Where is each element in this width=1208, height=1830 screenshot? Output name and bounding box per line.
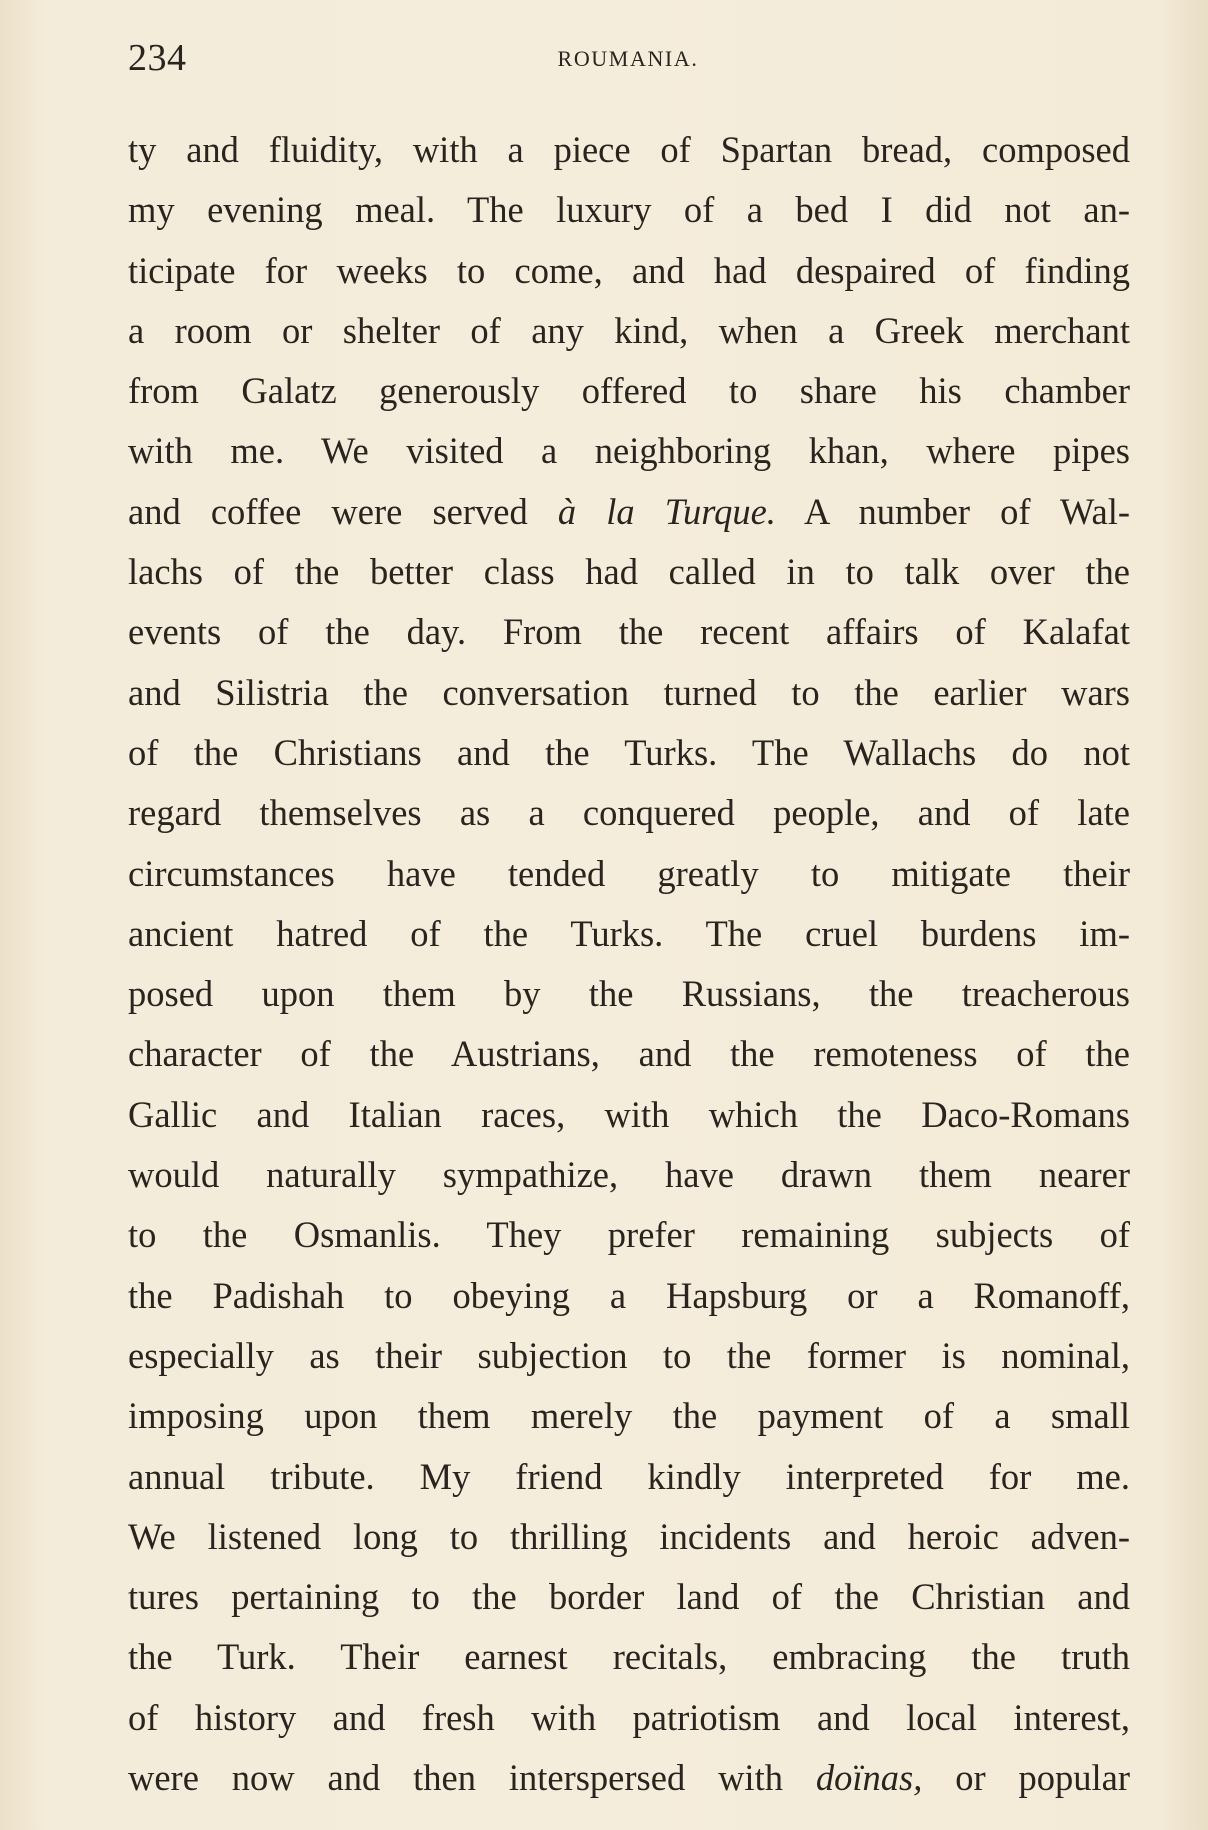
body-text: [128, 120, 1130, 1808]
text-line: of history and fresh with patriotism and local interest,: [128, 1696, 1130, 1738]
text-line: were now and then interspersed with doïnas, or popular: [128, 1757, 1130, 1799]
text-line: events of the day. From the recent affairs of Kalafat: [128, 611, 1130, 653]
text-line: ty and fluidity, with a piece of Spartan bread, composed: [128, 129, 1130, 170]
running-head: ROUMANIA.: [557, 46, 699, 71]
text-line: ancient hatred of the Turks. The cruel burdens im-: [128, 912, 1130, 954]
text-line: imposing upon them merely the payment of a small: [128, 1395, 1130, 1437]
text-line: a room or shelter of any kind, when a Greek merchant: [128, 309, 1130, 351]
italic-phrase: à la Turque.: [557, 490, 776, 532]
text-line: circumstances have tended greatly to mitigate their: [128, 852, 1130, 894]
text-line: of the Christians and the Turks. The Wallachs do not: [128, 731, 1130, 773]
text-line: my evening meal. The luxury of a bed I did not an-: [128, 189, 1130, 231]
text-line: regard themselves as a conquered people, and of late: [128, 792, 1130, 834]
text-line: from Galatz generously offered to share his chamber: [128, 370, 1130, 412]
text-line: the Padishah to obeying a Hapsburg or a Romanoff,: [128, 1274, 1130, 1316]
text-line: and Silistria the conversation turned to the earlier wars: [128, 671, 1130, 713]
page-number: 234: [128, 37, 187, 79]
text-line: annual tribute. My friend kindly interpreted for me.: [128, 1455, 1130, 1497]
text-line: and coffee were served à la Turque. A number of Wal-: [128, 490, 1130, 532]
text-line: would naturally sympathize, have drawn them nearer: [128, 1154, 1130, 1196]
text-line: especially as their subjection to the former is nominal,: [128, 1334, 1130, 1376]
text-line: the Turk. Their earnest recitals, embracing the truth: [128, 1636, 1130, 1678]
text-line: lachs of the better class had called in to talk over the: [128, 551, 1130, 593]
text-line: ticipate for weeks to come, and had despaired of finding: [128, 249, 1130, 291]
page-header: [128, 36, 1128, 96]
italic-phrase: doïnas,: [815, 1757, 923, 1799]
text-line: character of the Austrians, and the remoteness of the: [128, 1033, 1130, 1075]
text-line: with me. We visited a neighboring khan, where pipes: [128, 430, 1130, 472]
text-line: to the Osmanlis. They prefer remaining subjects of: [128, 1214, 1130, 1256]
text-line: tures pertaining to the border land of the Christian and: [128, 1576, 1130, 1618]
text-line: posed upon them by the Russians, the treacherous: [128, 973, 1130, 1015]
text-line: We listened long to thrilling incidents and heroic adven-: [128, 1515, 1130, 1557]
text-line: Gallic and Italian races, with which the Daco-Romans: [128, 1093, 1130, 1135]
